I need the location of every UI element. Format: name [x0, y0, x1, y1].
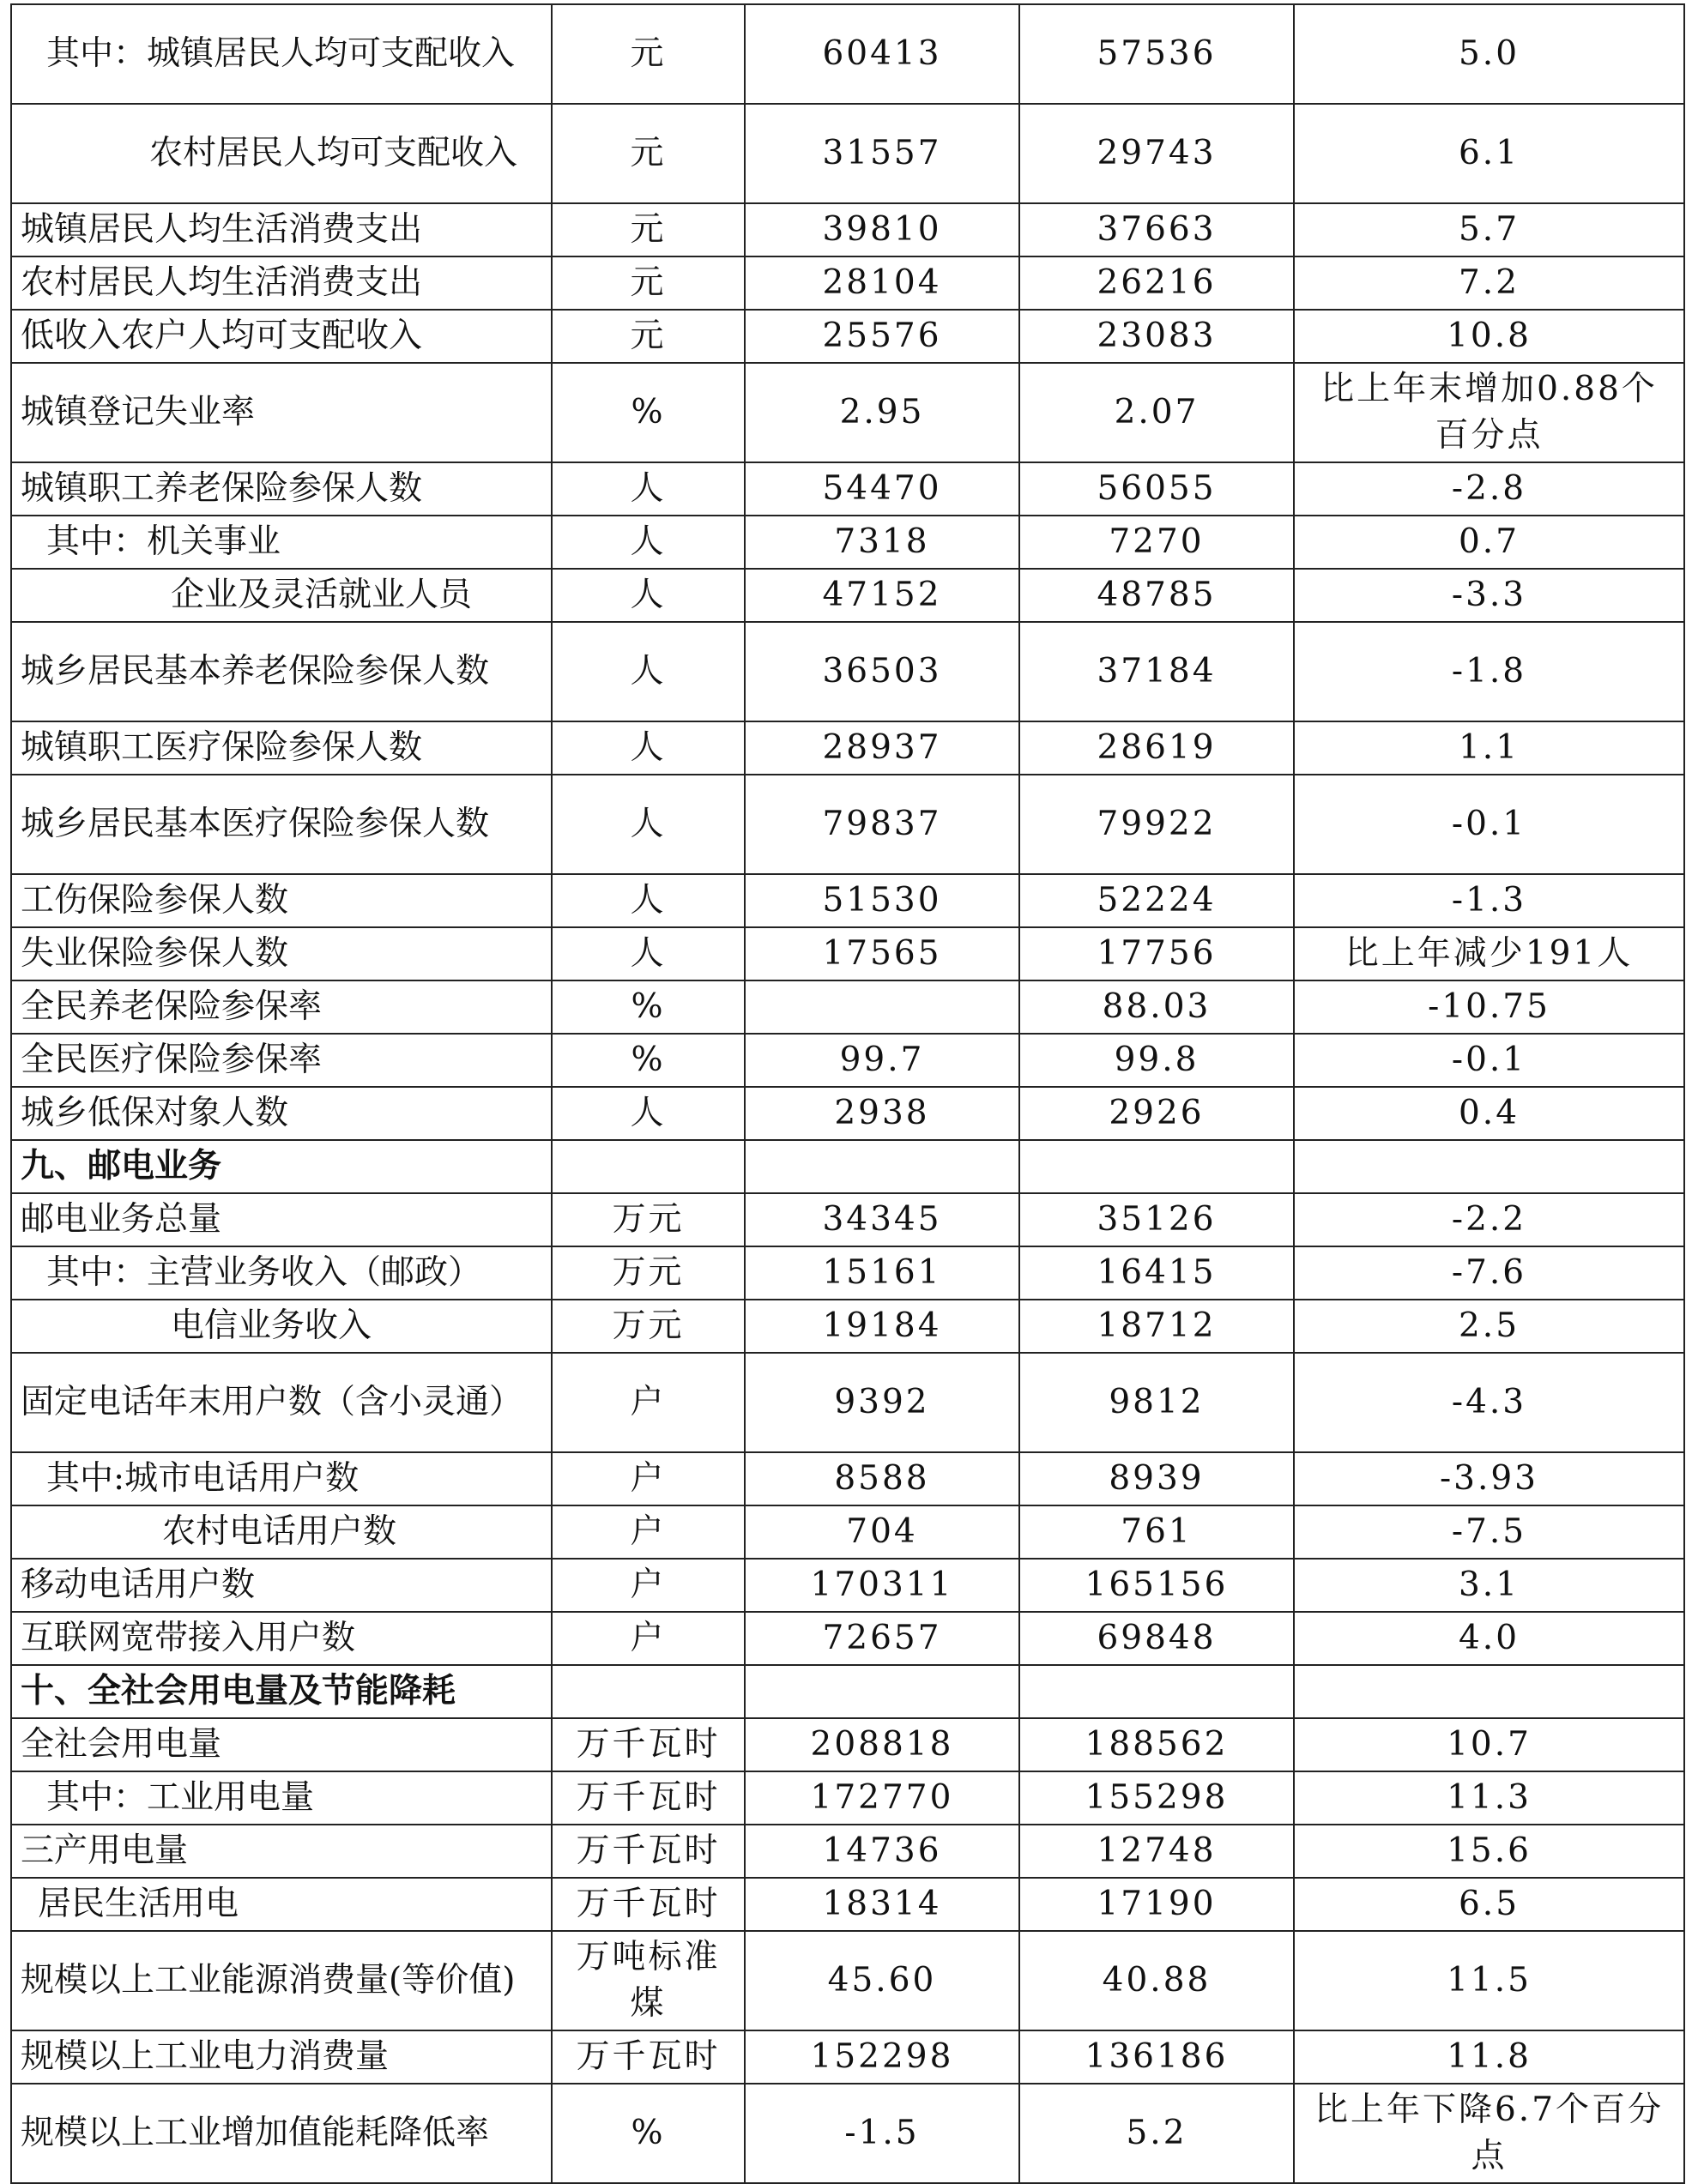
change-cell: 11.5 [1294, 1931, 1684, 2030]
change-cell: -1.8 [1294, 622, 1684, 721]
previous-value-cell: 48785 [1019, 569, 1294, 622]
current-value-cell: 28937 [745, 721, 1019, 775]
unit-cell: % [552, 363, 745, 462]
unit-cell [552, 1140, 745, 1193]
current-value-cell: 8588 [745, 1452, 1019, 1505]
unit-cell: 人 [552, 874, 745, 927]
indicator-name-cell: 工伤保险参保人数 [11, 874, 552, 927]
change-cell: 3.1 [1294, 1559, 1684, 1612]
unit-cell: 人 [552, 721, 745, 775]
unit-cell: 元 [552, 4, 745, 104]
change-cell: 5.7 [1294, 203, 1684, 256]
unit-cell: 人 [552, 462, 745, 516]
current-value-cell: -1.5 [745, 2084, 1019, 2183]
statistics-table-body [11, 4, 1684, 2183]
unit-cell: 万千瓦时 [552, 2030, 745, 2084]
current-value-cell: 208818 [745, 1718, 1019, 1771]
unit-cell: 元 [552, 256, 745, 310]
table-row [11, 569, 1684, 622]
current-value-cell: 18314 [745, 1878, 1019, 1931]
previous-value-cell: 165156 [1019, 1559, 1294, 1612]
change-cell: -2.2 [1294, 1193, 1684, 1246]
indicator-name-cell: 农村居民人均生活消费支出 [11, 256, 552, 310]
indicator-name-cell: 电信业务收入 [11, 1300, 552, 1353]
table-row [11, 1246, 1684, 1300]
table-row [11, 1193, 1684, 1246]
change-cell: -4.3 [1294, 1353, 1684, 1452]
current-value-cell: 28104 [745, 256, 1019, 310]
table-row [11, 927, 1684, 980]
indicator-name-cell: 其中：机关事业 [11, 516, 552, 569]
table-row [11, 1612, 1684, 1665]
previous-value-cell [1019, 1665, 1294, 1718]
previous-value-cell: 12748 [1019, 1825, 1294, 1878]
current-value-cell: 2938 [745, 1087, 1019, 1140]
indicator-name-cell: 邮电业务总量 [11, 1193, 552, 1246]
current-value-cell: 51530 [745, 874, 1019, 927]
current-value-cell: 39810 [745, 203, 1019, 256]
current-value-cell: 79837 [745, 775, 1019, 874]
current-value-cell [745, 980, 1019, 1034]
table-row [11, 2084, 1684, 2183]
change-cell: -0.1 [1294, 775, 1684, 874]
indicator-name-cell: 规模以上工业电力消费量 [11, 2030, 552, 2084]
indicator-name-cell: 全民医疗保险参保率 [11, 1034, 552, 1087]
change-cell: 10.8 [1294, 310, 1684, 363]
change-cell: 0.7 [1294, 516, 1684, 569]
previous-value-cell: 9812 [1019, 1353, 1294, 1452]
current-value-cell: 25576 [745, 310, 1019, 363]
unit-cell: 万吨标准煤 [552, 1931, 745, 2030]
indicator-name-cell: 居民生活用电 [11, 1878, 552, 1931]
table-row [11, 874, 1684, 927]
change-cell [1294, 1665, 1684, 1718]
table-row [11, 256, 1684, 310]
indicator-name-cell: 规模以上工业能源消费量(等价值) [11, 1931, 552, 2030]
previous-value-cell: 761 [1019, 1505, 1294, 1559]
table-row [11, 1931, 1684, 2030]
change-cell: -3.3 [1294, 569, 1684, 622]
change-cell: 15.6 [1294, 1825, 1684, 1878]
current-value-cell: 2.95 [745, 363, 1019, 462]
indicator-name-cell: 十、全社会用电量及节能降耗 [11, 1665, 552, 1718]
table-row [11, 1559, 1684, 1612]
current-value-cell: 34345 [745, 1193, 1019, 1246]
previous-value-cell: 37663 [1019, 203, 1294, 256]
current-value-cell: 47152 [745, 569, 1019, 622]
indicator-name-cell: 其中：城镇居民人均可支配收入 [11, 4, 552, 104]
change-cell: 4.0 [1294, 1612, 1684, 1665]
current-value-cell: 36503 [745, 622, 1019, 721]
table-row [11, 310, 1684, 363]
unit-cell: 人 [552, 775, 745, 874]
change-cell: 2.5 [1294, 1300, 1684, 1353]
change-cell: -10.75 [1294, 980, 1684, 1034]
indicator-name-cell: 其中：工业用电量 [11, 1771, 552, 1825]
unit-cell: 万千瓦时 [552, 1718, 745, 1771]
table-row [11, 1034, 1684, 1087]
previous-value-cell [1019, 1140, 1294, 1193]
indicator-name-cell: 互联网宽带接入用户数 [11, 1612, 552, 1665]
indicator-name-cell: 城镇居民人均生活消费支出 [11, 203, 552, 256]
table-row [11, 2030, 1684, 2084]
previous-value-cell: 57536 [1019, 4, 1294, 104]
unit-cell: 人 [552, 569, 745, 622]
change-cell: 6.1 [1294, 104, 1684, 203]
change-cell: 比上年减少191人 [1294, 927, 1684, 980]
table-row [11, 721, 1684, 775]
change-cell: -0.1 [1294, 1034, 1684, 1087]
previous-value-cell: 188562 [1019, 1718, 1294, 1771]
unit-cell: 万千瓦时 [552, 1825, 745, 1878]
change-cell: 7.2 [1294, 256, 1684, 310]
change-cell: 0.4 [1294, 1087, 1684, 1140]
previous-value-cell: 79922 [1019, 775, 1294, 874]
change-cell: 10.7 [1294, 1718, 1684, 1771]
change-cell: 11.3 [1294, 1771, 1684, 1825]
table-row [11, 1353, 1684, 1452]
indicator-name-cell: 城镇职工医疗保险参保人数 [11, 721, 552, 775]
indicator-name-cell: 固定电话年末用户数（含小灵通） [11, 1353, 552, 1452]
unit-cell: 元 [552, 104, 745, 203]
change-cell: -7.6 [1294, 1246, 1684, 1300]
unit-cell: % [552, 980, 745, 1034]
current-value-cell: 7318 [745, 516, 1019, 569]
previous-value-cell: 17190 [1019, 1878, 1294, 1931]
change-cell [1294, 1140, 1684, 1193]
previous-value-cell: 88.03 [1019, 980, 1294, 1034]
indicator-name-cell: 移动电话用户数 [11, 1559, 552, 1612]
indicator-name-cell: 农村居民人均可支配收入 [11, 104, 552, 203]
change-cell: 6.5 [1294, 1878, 1684, 1931]
previous-value-cell: 16415 [1019, 1246, 1294, 1300]
unit-cell: 人 [552, 622, 745, 721]
current-value-cell: 14736 [745, 1825, 1019, 1878]
previous-value-cell: 136186 [1019, 2030, 1294, 2084]
indicator-name-cell: 企业及灵活就业人员 [11, 569, 552, 622]
current-value-cell: 72657 [745, 1612, 1019, 1665]
current-value-cell: 99.7 [745, 1034, 1019, 1087]
current-value-cell: 19184 [745, 1300, 1019, 1353]
table-row [11, 1718, 1684, 1771]
current-value-cell [745, 1665, 1019, 1718]
table-row [11, 203, 1684, 256]
current-value-cell: 17565 [745, 927, 1019, 980]
previous-value-cell: 56055 [1019, 462, 1294, 516]
current-value-cell: 31557 [745, 104, 1019, 203]
previous-value-cell: 23083 [1019, 310, 1294, 363]
indicator-name-cell: 规模以上工业增加值能耗降低率 [11, 2084, 552, 2183]
table-row [11, 1878, 1684, 1931]
unit-cell: 人 [552, 927, 745, 980]
indicator-name-cell: 其中：主营业务收入（邮政） [11, 1246, 552, 1300]
indicator-name-cell: 九、邮电业务 [11, 1140, 552, 1193]
change-cell: 5.0 [1294, 4, 1684, 104]
indicator-name-cell: 其中:城市电话用户数 [11, 1452, 552, 1505]
unit-cell: 万元 [552, 1246, 745, 1300]
unit-cell: 万千瓦时 [552, 1878, 745, 1931]
unit-cell [552, 1665, 745, 1718]
table-row [11, 1452, 1684, 1505]
table-row [11, 775, 1684, 874]
change-cell: -3.93 [1294, 1452, 1684, 1505]
section-header-row [11, 1140, 1684, 1193]
current-value-cell: 172770 [745, 1771, 1019, 1825]
previous-value-cell: 26216 [1019, 256, 1294, 310]
previous-value-cell: 37184 [1019, 622, 1294, 721]
unit-cell: 户 [552, 1452, 745, 1505]
unit-cell: 人 [552, 516, 745, 569]
unit-cell: 人 [552, 1087, 745, 1140]
previous-value-cell: 52224 [1019, 874, 1294, 927]
previous-value-cell: 35126 [1019, 1193, 1294, 1246]
change-cell: -2.8 [1294, 462, 1684, 516]
indicator-name-cell: 城乡低保对象人数 [11, 1087, 552, 1140]
change-cell: -1.3 [1294, 874, 1684, 927]
previous-value-cell: 2.07 [1019, 363, 1294, 462]
unit-cell: 万元 [552, 1300, 745, 1353]
unit-cell: 户 [552, 1559, 745, 1612]
previous-value-cell: 69848 [1019, 1612, 1294, 1665]
current-value-cell [745, 1140, 1019, 1193]
unit-cell: % [552, 2084, 745, 2183]
table-row [11, 1087, 1684, 1140]
indicator-name-cell: 全民养老保险参保率 [11, 980, 552, 1034]
indicator-name-cell: 城镇职工养老保险参保人数 [11, 462, 552, 516]
current-value-cell: 54470 [745, 462, 1019, 516]
indicator-name-cell: 低收入农户人均可支配收入 [11, 310, 552, 363]
previous-value-cell: 17756 [1019, 927, 1294, 980]
table-row [11, 1300, 1684, 1353]
unit-cell: 户 [552, 1505, 745, 1559]
current-value-cell: 9392 [745, 1353, 1019, 1452]
current-value-cell: 45.60 [745, 1931, 1019, 2030]
table-row [11, 4, 1684, 104]
unit-cell: 户 [552, 1612, 745, 1665]
unit-cell: 元 [552, 310, 745, 363]
indicator-name-cell: 失业保险参保人数 [11, 927, 552, 980]
previous-value-cell: 5.2 [1019, 2084, 1294, 2183]
indicator-name-cell: 城镇登记失业率 [11, 363, 552, 462]
indicator-name-cell: 三产用电量 [11, 1825, 552, 1878]
previous-value-cell: 28619 [1019, 721, 1294, 775]
table-row [11, 622, 1684, 721]
unit-cell: 万千瓦时 [552, 1771, 745, 1825]
current-value-cell: 704 [745, 1505, 1019, 1559]
unit-cell: % [552, 1034, 745, 1087]
change-cell: -7.5 [1294, 1505, 1684, 1559]
table-row [11, 104, 1684, 203]
table-row [11, 516, 1684, 569]
previous-value-cell: 29743 [1019, 104, 1294, 203]
table-row [11, 1505, 1684, 1559]
current-value-cell: 15161 [745, 1246, 1019, 1300]
indicator-name-cell: 农村电话用户数 [11, 1505, 552, 1559]
change-cell: 1.1 [1294, 721, 1684, 775]
previous-value-cell: 99.8 [1019, 1034, 1294, 1087]
statistics-table [10, 3, 1685, 2184]
unit-cell: 元 [552, 203, 745, 256]
current-value-cell: 152298 [745, 2030, 1019, 2084]
current-value-cell: 60413 [745, 4, 1019, 104]
table-row [11, 980, 1684, 1034]
unit-cell: 户 [552, 1353, 745, 1452]
current-value-cell: 170311 [745, 1559, 1019, 1612]
table-row [11, 462, 1684, 516]
previous-value-cell: 8939 [1019, 1452, 1294, 1505]
indicator-name-cell: 全社会用电量 [11, 1718, 552, 1771]
previous-value-cell: 7270 [1019, 516, 1294, 569]
indicator-name-cell: 城乡居民基本医疗保险参保人数 [11, 775, 552, 874]
change-cell: 比上年下降6.7个百分点 [1294, 2084, 1684, 2183]
table-row [11, 363, 1684, 462]
previous-value-cell: 155298 [1019, 1771, 1294, 1825]
previous-value-cell: 2926 [1019, 1087, 1294, 1140]
previous-value-cell: 18712 [1019, 1300, 1294, 1353]
change-cell: 比上年末增加0.88个百分点 [1294, 363, 1684, 462]
change-cell: 11.8 [1294, 2030, 1684, 2084]
previous-value-cell: 40.88 [1019, 1931, 1294, 2030]
table-row [11, 1825, 1684, 1878]
indicator-name-cell: 城乡居民基本养老保险参保人数 [11, 622, 552, 721]
table-row [11, 1771, 1684, 1825]
unit-cell: 万元 [552, 1193, 745, 1246]
section-header-row [11, 1665, 1684, 1718]
